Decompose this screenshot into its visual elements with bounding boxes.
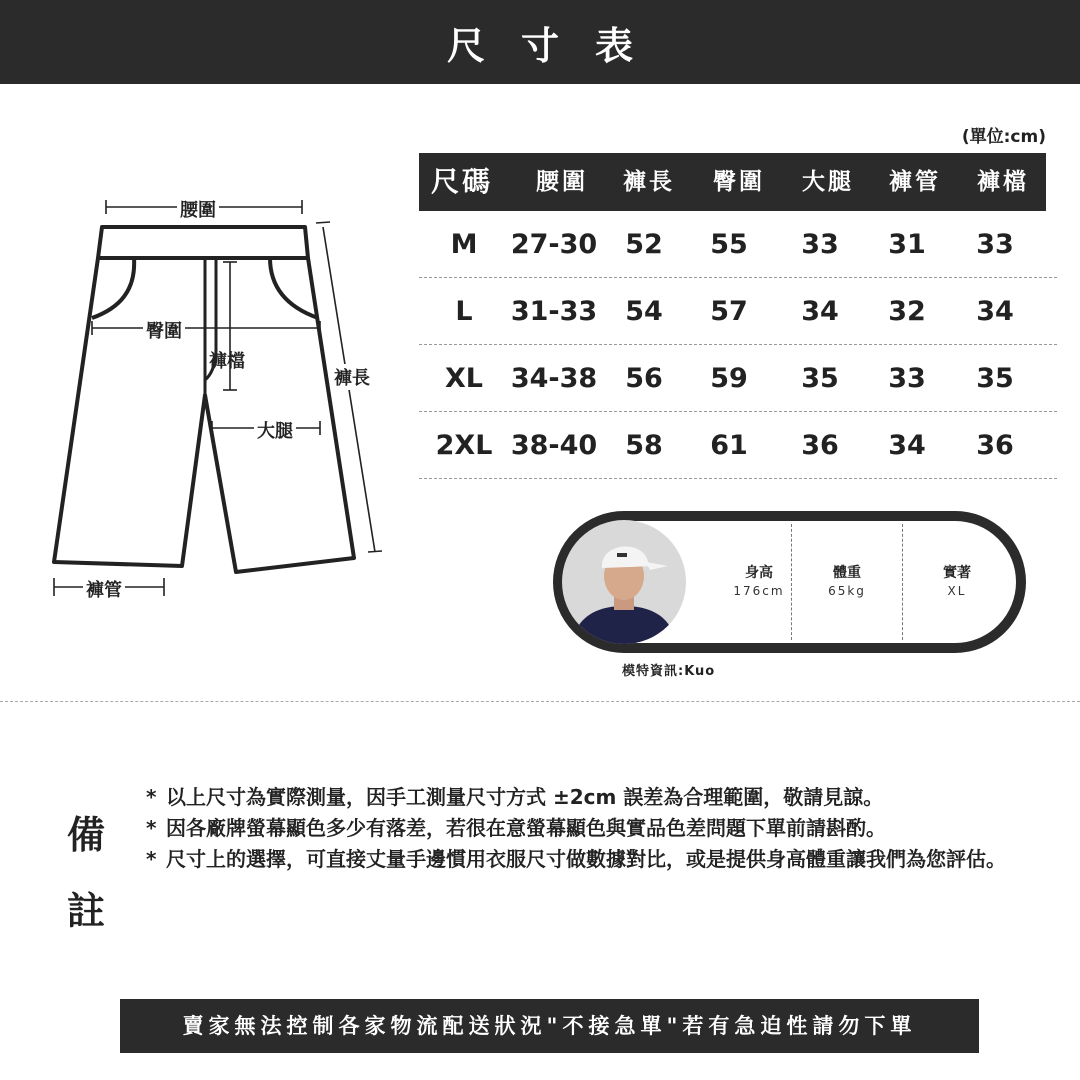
header-bar bbox=[0, 0, 1080, 84]
table-cell: L bbox=[455, 296, 473, 327]
length-label: 褲長 bbox=[331, 364, 373, 390]
pants-diagram bbox=[40, 185, 400, 615]
table-cell: 54 bbox=[625, 296, 663, 327]
model-stat-weight bbox=[792, 562, 902, 598]
page-title: 尺寸表 bbox=[446, 23, 669, 68]
table-cell: 56 bbox=[625, 363, 663, 394]
bullet-star-icon: * bbox=[146, 847, 157, 871]
unit-note: (單位:cm) bbox=[961, 127, 1046, 147]
size-table-header bbox=[419, 153, 1046, 211]
table-row bbox=[419, 412, 1057, 479]
table-row bbox=[419, 211, 1057, 278]
header-thigh: 大腿 bbox=[802, 169, 854, 195]
footer-notice: 賣家無法控制各家物流配送狀況"不接急單"若有急迫性請勿下單 bbox=[120, 999, 979, 1053]
header-rise: 褲檔 bbox=[977, 169, 1029, 195]
list-item: * 因各廠牌螢幕顯色多少有落差，若很在意螢幕顯色與實品色差問題下單前請斟酌。 bbox=[146, 813, 1046, 844]
header-hem: 褲管 bbox=[889, 169, 941, 195]
table-cell: 59 bbox=[710, 363, 748, 394]
table-cell: 34-38 bbox=[510, 363, 598, 394]
table-cell: 34 bbox=[801, 296, 839, 327]
weight-value: 65kg bbox=[828, 584, 866, 598]
table-cell: 31-33 bbox=[510, 296, 598, 327]
table-cell: 61 bbox=[710, 430, 748, 461]
hem-label: 褲管 bbox=[83, 576, 125, 602]
table-row bbox=[419, 345, 1057, 412]
waist-label: 腰圍 bbox=[177, 196, 219, 222]
table-cell: 34 bbox=[976, 296, 1014, 327]
table-cell: 36 bbox=[976, 430, 1014, 461]
table-cell: M bbox=[450, 229, 478, 260]
rise-label: 褲檔 bbox=[209, 351, 245, 372]
header-length: 褲長 bbox=[623, 169, 675, 195]
notes-title: 備註 bbox=[66, 813, 105, 933]
model-photo bbox=[562, 520, 686, 644]
bullet-star-icon: * bbox=[146, 816, 157, 840]
table-cell: 2XL bbox=[435, 430, 493, 461]
bullet-star-icon: * bbox=[146, 785, 157, 809]
table-cell: 38-40 bbox=[510, 430, 598, 461]
list-item: * 以上尺寸為實際測量，因手工測量尺寸方式 ±2cm 誤差為合理範圍，敬請見諒。 bbox=[146, 782, 1046, 813]
table-cell: 55 bbox=[710, 229, 748, 260]
model-caption: 模特資訊:Kuo bbox=[622, 664, 716, 679]
hip-label: 臀圍 bbox=[143, 317, 185, 343]
table-cell: 36 bbox=[801, 430, 839, 461]
height-value: 176cm bbox=[733, 584, 785, 598]
table-cell: 32 bbox=[888, 296, 926, 327]
table-cell: 27-30 bbox=[510, 229, 598, 260]
height-label: 身高 bbox=[745, 565, 773, 581]
table-cell: 35 bbox=[801, 363, 839, 394]
table-cell: 57 bbox=[710, 296, 748, 327]
weight-label: 體重 bbox=[833, 565, 861, 581]
table-cell: 33 bbox=[888, 363, 926, 394]
size-table bbox=[419, 153, 1057, 479]
table-row bbox=[419, 278, 1057, 345]
header-hip: 臀圍 bbox=[713, 169, 765, 195]
table-cell: 31 bbox=[888, 229, 926, 260]
table-cell: 33 bbox=[801, 229, 839, 260]
thigh-label: 大腿 bbox=[254, 417, 296, 443]
fit-label: 實著 bbox=[943, 565, 971, 581]
table-cell: 33 bbox=[976, 229, 1014, 260]
table-cell: 34 bbox=[888, 430, 926, 461]
table-cell: 35 bbox=[976, 363, 1014, 394]
model-avatar-icon bbox=[562, 520, 686, 644]
notes-list bbox=[146, 782, 1046, 875]
header-waist: 腰圍 bbox=[536, 169, 588, 195]
table-cell: XL bbox=[444, 363, 484, 394]
table-cell: 58 bbox=[625, 430, 663, 461]
table-cell: 52 bbox=[625, 229, 663, 260]
model-stat-fit bbox=[902, 562, 1012, 598]
fit-value: XL bbox=[947, 584, 967, 598]
section-divider bbox=[0, 701, 1080, 702]
list-item: * 尺寸上的選擇，可直接丈量手邊慣用衣服尺寸做數據對比，或是提供身高體重讓我們為您評估。 bbox=[146, 844, 1046, 875]
header-size: 尺碼 bbox=[430, 165, 493, 198]
